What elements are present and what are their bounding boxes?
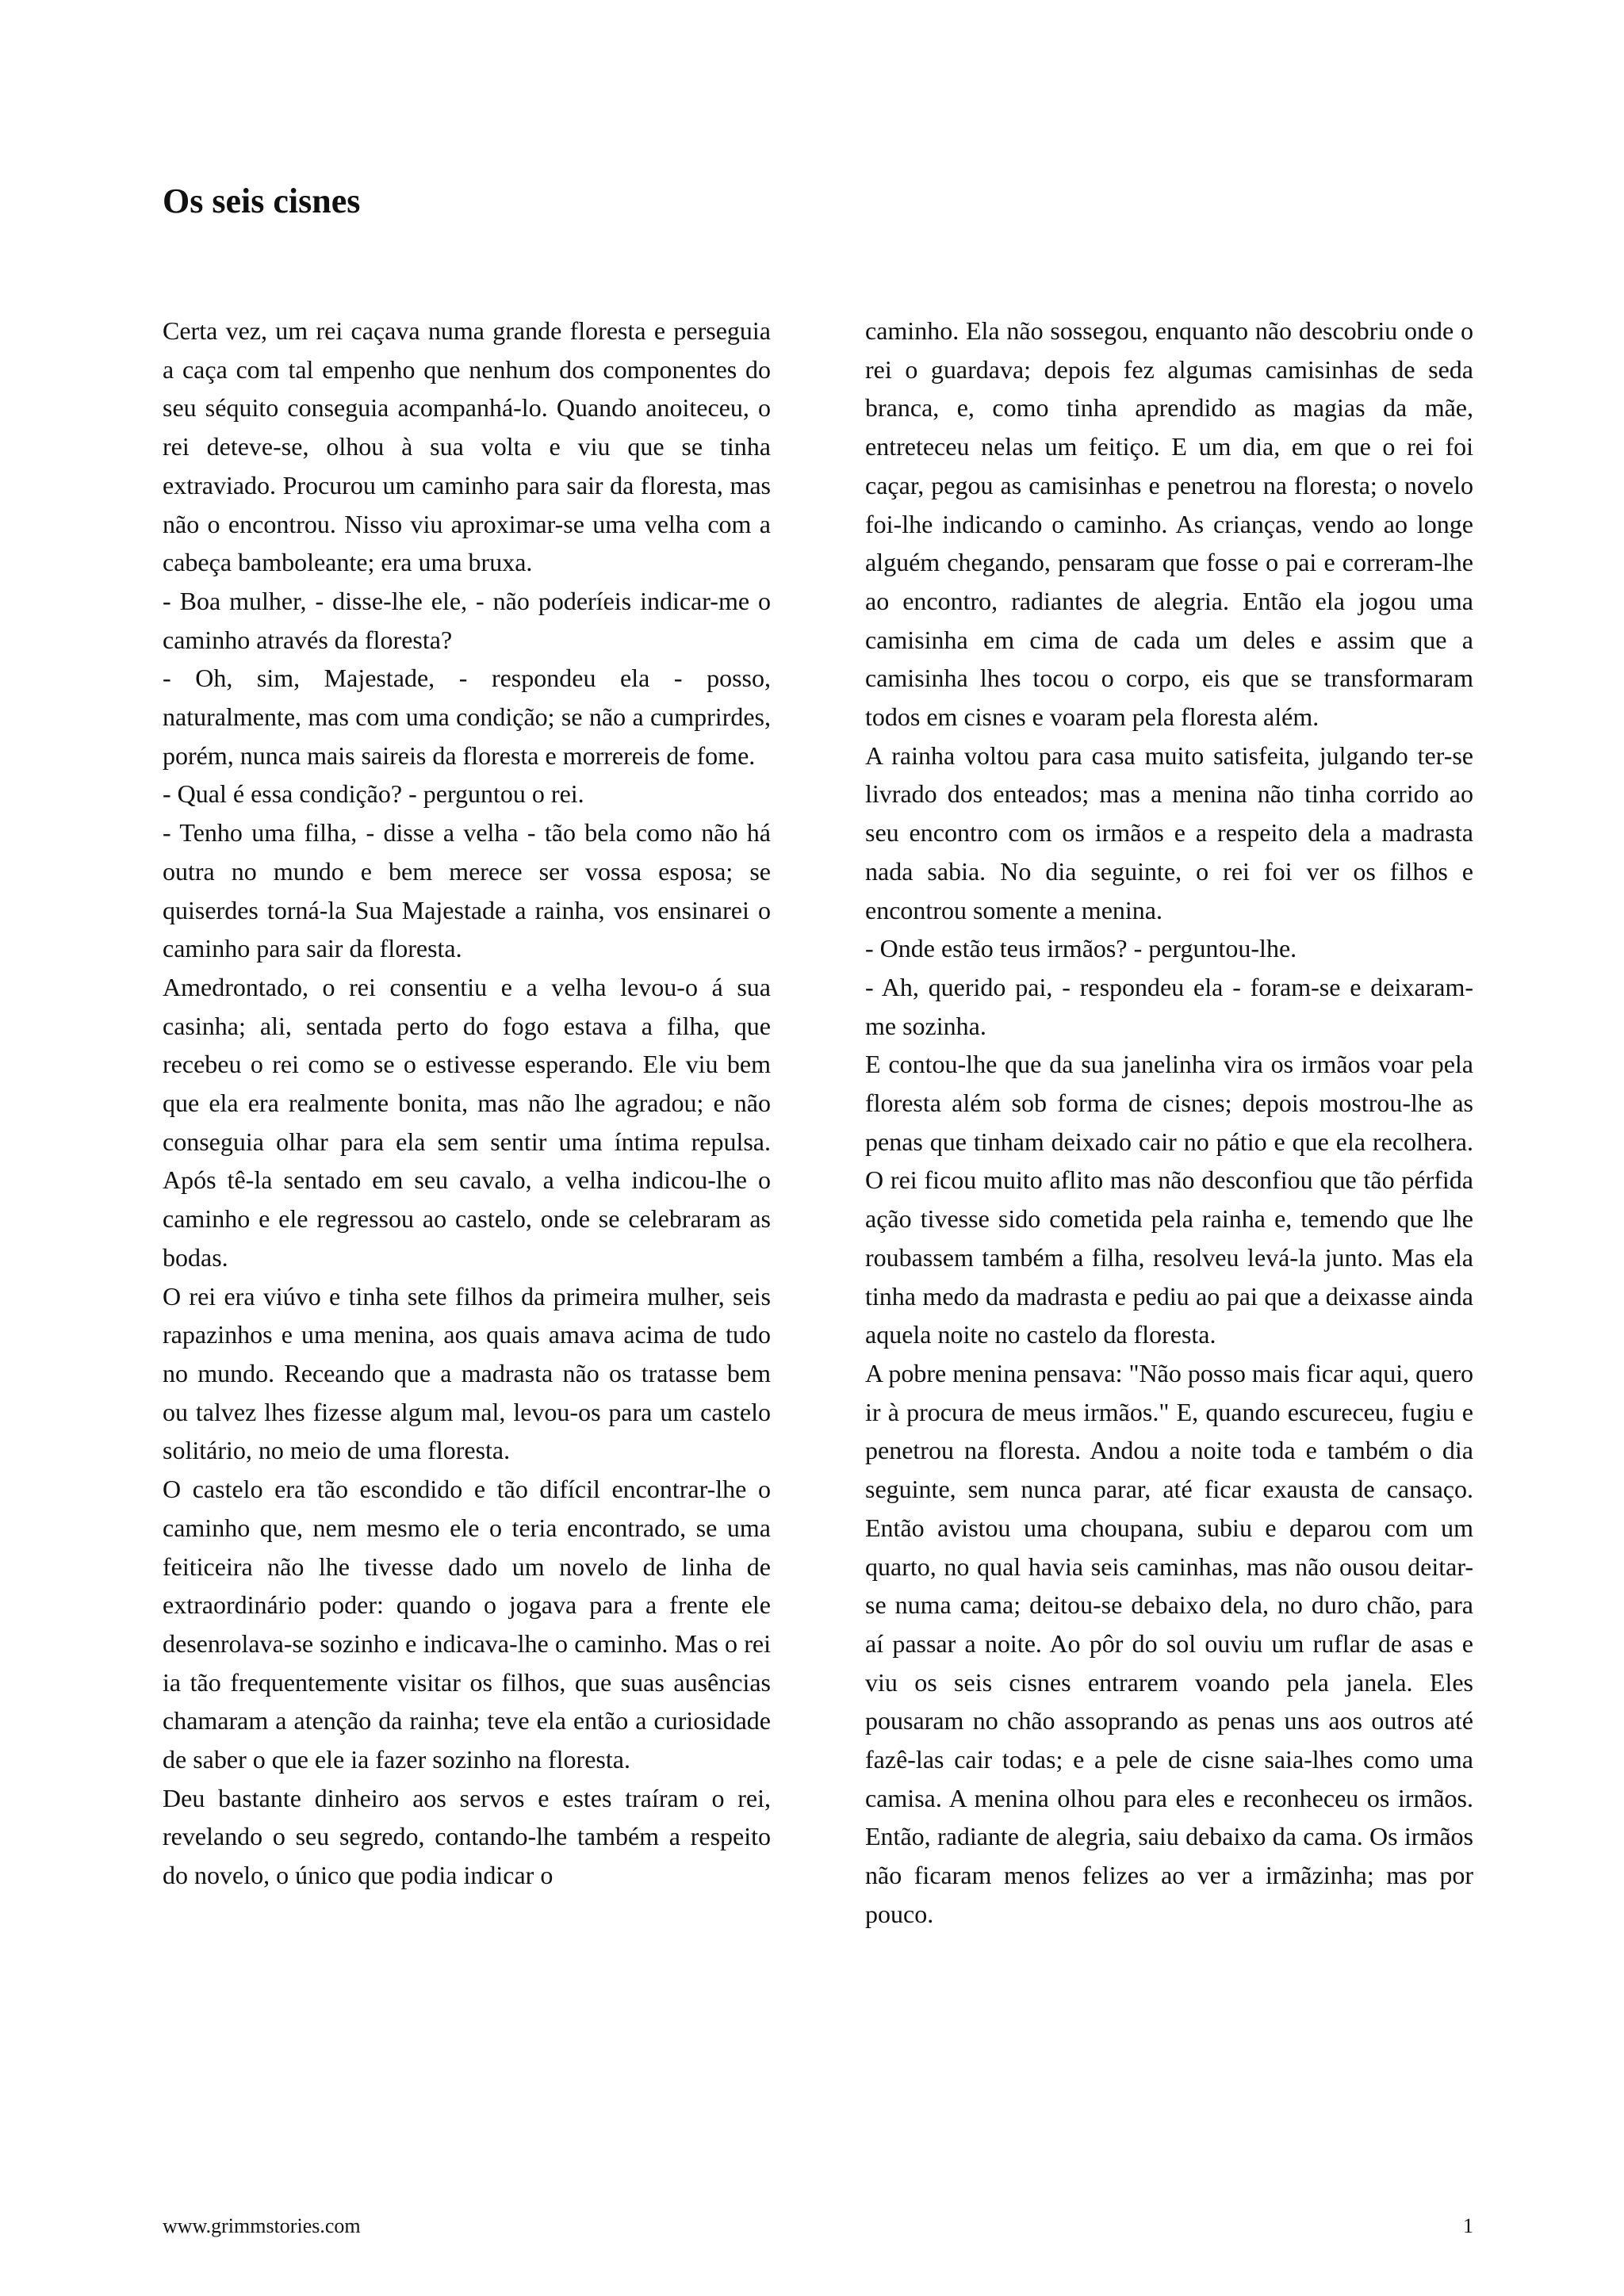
paragraph: - Tenho uma filha, - disse a velha - tão bela como não há outra no mundo e bem merece ser vossa esposa; se quiserdes torná-la Sua Majestade a rainha, vos ensinarei o caminho para sair da floresta. bbox=[163, 818, 771, 963]
paragraph: Amedrontado, o rei consentiu e a velha levou-o á sua casinha; ali, sentada perto do fogo estava a filha, que recebeu o rei como se o estivesse esperando. Ele viu bem que ela era realmente bonita, mas não lhe agradou; e não conseguia olhar para ela sem sentir uma íntima repulsa. Após tê-la sentado em seu cavalo, a velha indicou-lhe o caminho e ele regressou ao castelo, onde se celebraram as bodas. bbox=[163, 972, 771, 1272]
paragraph: Certa vez, um rei caçava numa grande floresta e perseguia a caça com tal empenho que nenhum dos componentes do seu séquito conseguia acompanhá-lo. Quando anoiteceu, o rei deteve-se, olhou à sua volta e viu que se tinha extraviado. Procurou um caminho para sair da floresta, mas não o encontrou. Nisso viu aproximar-se uma velha com a cabeça bamboleante; era uma bruxa. bbox=[163, 316, 771, 577]
page-title: Os seis cisnes bbox=[163, 182, 361, 220]
paragraph: A pobre menina pensava: "Não posso mais ficar aqui, quero ir à procura de meus irmãos." E, quando escureceu, fugiu e penetrou na floresta. Andou a noite toda e também o dia seguinte, sem nunca parar, até ficar exausta de cansaço. Então avistou uma choupana, subiu e deparou com um quarto, no qual havia seis caminhas, mas não ousou deitar-se numa cama; deitou-se debaixo dela, no duro chão, para aí passar a noite. Ao pôr do sol ouviu um ruflar de asas e viu os seis cisnes entrarem voando pela janela. Eles pousaram no chão assoprando as penas uns aos outros até fazê-las cair todas; e a pele de cisne saia-lhes como uma camisa. A menina olhou para eles e reconheceu os irmãos. Então, radiante de alegria, saiu debaixo da cama. Os irmãos não ficaram menos felizes ao ver a irmãzinha; mas por pouco. bbox=[865, 1358, 1473, 1928]
paragraph: - Ah, querido pai, - respondeu ela - foram-se e deixaram-me sozinha. bbox=[865, 972, 1473, 1040]
paragraph: caminho. Ela não sossegou, enquanto não descobriu onde o rei o guardava; depois fez algumas camisinhas de seda branca, e, como tinha aprendido as magias da mãe, entreteceu nelas um feitiço. E um dia, em que o rei foi caçar, pegou as camisinhas e penetrou na floresta; o novelo foi-lhe indicando o caminho. As crianças, vendo ao longe alguém chegando, pensaram que fosse o pai e correram-lhe ao encontro, radiantes de alegria. Então ela jogou uma camisinha em cima de cada um deles e assim que a camisinha lhes tocou o corpo, eis que se transformaram todos em cisnes e voaram pela floresta além. bbox=[865, 316, 1473, 732]
body-columns bbox=[163, 312, 1473, 1934]
page-number: 1 bbox=[1463, 2214, 1473, 2237]
paragraph: Deu bastante dinheiro aos servos e estes traíram o rei, revelando o seu segredo, contando-lhe também a respeito do novelo, o único que podia indicar o bbox=[163, 1783, 771, 1890]
right-column bbox=[865, 312, 1473, 1934]
paragraph: E contou-lhe que da sua janelinha vira os irmãos voar pela floresta além sob forma de cisnes; depois mostrou-lhe as penas que tinham deixado cair no pátio e que ela recolhera. O rei ficou muito aflito mas não desconfiou que tão pérfida ação tivesse sido cometida pela rainha e, temendo que lhe roubassem também a filha, resolveu levá-la junto. Mas ela tinha medo da madrasta e pediu ao pai que a deixasse ainda aquela noite no castelo da floresta. bbox=[865, 1050, 1473, 1349]
paragraph: - Oh, sim, Majestade, - respondeu ela - posso, naturalmente, mas com uma condição; se não a cumprirdes, porém, nunca mais saireis da floresta e morrereis de fome. bbox=[163, 664, 771, 770]
footer-website: www.grimmstories.com bbox=[163, 2214, 361, 2237]
paragraph: A rainha voltou para casa muito satisfeita, julgando ter-se livrado dos enteados; mas a menina não tinha corrido ao seu encontro com os irmãos e a respeito dela a madrasta nada sabia. No dia seguinte, o rei foi ver os filhos e encontrou somente a menina. bbox=[865, 740, 1473, 924]
paragraph: - Qual é essa condição? - perguntou o rei. bbox=[163, 779, 584, 809]
paragraph: O rei era viúvo e tinha sete filhos da primeira mulher, seis rapazinhos e uma menina, aos quais amava acima de tudo no mundo. Receando que a madrasta não os tratasse bem ou talvez lhes fizesse algum mal, levou-os para um castelo solitário, no meio de uma floresta. bbox=[163, 1281, 771, 1465]
paragraph: O castelo era tão escondido e tão difícil encontrar-lhe o caminho que, nem mesmo ele o teria encontrado, se uma feiticeira não lhe tivesse dado um novelo de linha de extraordinário poder: quando o jogava para a frente ele desenrolava-se sozinho e indicava-lhe o caminho. Mas o rei ia tão frequentemente visitar os filhos, que suas ausências chamaram a atenção da rainha; teve ela então a curiosidade de saber o que ele ia fazer sozinho na floresta. bbox=[163, 1475, 771, 1774]
paragraph: - Onde estão teus irmãos? - perguntou-lhe. bbox=[865, 934, 1297, 963]
left-column bbox=[163, 312, 771, 1934]
paragraph: - Boa mulher, - disse-lhe ele, - não poderíeis indicar-me o caminho através da floresta? bbox=[163, 586, 771, 654]
